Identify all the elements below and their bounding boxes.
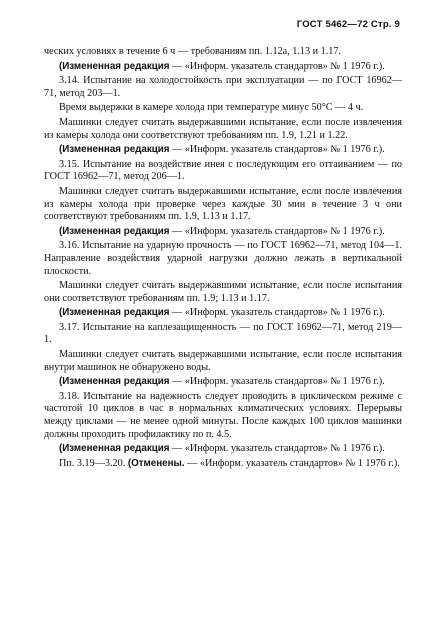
revision-label: (Измененная редакция [59,144,170,156]
clause-range: Пп. 3.19—3.20. [59,457,128,469]
revision-note [44,226,402,239]
revision-note [44,443,402,456]
revision-source: — «Информ. указатель стандартов» № 1 1976 г.). [169,376,385,388]
body-paragraph: ческих условиях в течение 6 ч — требованиям пп. 1.12а, 1.13 и 1.17. [44,46,342,57]
revision-source: — «Информ. указатель стандартов» № 1 1976 г.). [169,443,385,455]
body-paragraph: 3.14. Испытание на холодостойкость при эксплуатации — по ГОСТ 16962—71, метод 203—1. [44,75,402,99]
body-paragraph: 3.16. Испытание на ударную прочность — по ГОСТ 16962—71, метод 104—1. Направление воздействия ударной нагрузки должно лежать в вертикальной плоскости. [44,240,402,277]
document-body [44,46,402,472]
revision-source: — «Информ. указатель стандартов» № 1 1976 г.). [169,60,385,72]
body-paragraph: Машинки следует считать выдержавшими испытание, если после испытания внутри машинок не обнаружено воды. [44,349,402,373]
body-paragraph: 3.15. Испытание на воздействие инея с последующим его оттаиванием — по ГОСТ 16962—71, метод 206—1. [44,158,402,183]
revision-note [44,61,402,74]
revision-note [44,144,402,157]
revision-label: (Измененная редакция [59,376,170,388]
revision-label: (Отменены. [127,457,185,469]
cancellation-note [44,458,402,471]
body-paragraph: Время выдержки в камере холода при температуре минус 50°С — 4 ч. [59,102,364,114]
revision-source: — «Информ. указатель стандартов» № 1 1976 г.). [184,457,400,469]
revision-label: (Измененная редакция [59,307,170,319]
revision-note [44,376,402,389]
body-paragraph: Машинки следует считать выдержавшими испытание, если после извлечения из камеры холода они соответствуют требованиям пп. 1.9, 1.21 и 1.22. [44,116,402,141]
revision-source: — «Информ. указатель стандартов» № 1 1976 г.). [169,225,385,237]
body-paragraph: 3.18. Испытание на надежность следует проводить в циклическом режиме с частотой 10 циклов в час в нормальных климатических условиях. Перерывы между циклами — не менее одной минуты. После каждых 100 циклов машинки должны проходить профилактику по п. 4.5. [44,390,402,440]
revision-label: (Измененная редакция [59,60,170,72]
body-paragraph: Машинки следует считать выдержавшими испытание, если после испытания они соответствуют требованиям пп. 1.9; 1.13 и 1.17. [44,280,402,304]
body-paragraph: Машинки следует считать выдержавшими испытание, если после извлечения из камеры холода при проверке через каждые 30 мин в течение 3 ч они соответствуют требованиям пп. 1.9, 1.13 и 1.17. [44,185,402,223]
revision-label: (Измененная редакция [59,225,170,237]
revision-label: (Измененная редакция [59,443,170,455]
revision-note [44,307,402,320]
body-paragraph: 3.17. Испытание на каплезащищенность — по ГОСТ 16962—71, метод 219—1. [44,321,402,346]
page-header: ГОСТ 5462—72 Стр. 9 [296,19,400,30]
revision-source: — «Информ. указатель стандартов» № 1 1976 г.). [169,307,385,319]
revision-source: — «Информ. указатель стандартов» № 1 1976 г.). [169,144,385,156]
